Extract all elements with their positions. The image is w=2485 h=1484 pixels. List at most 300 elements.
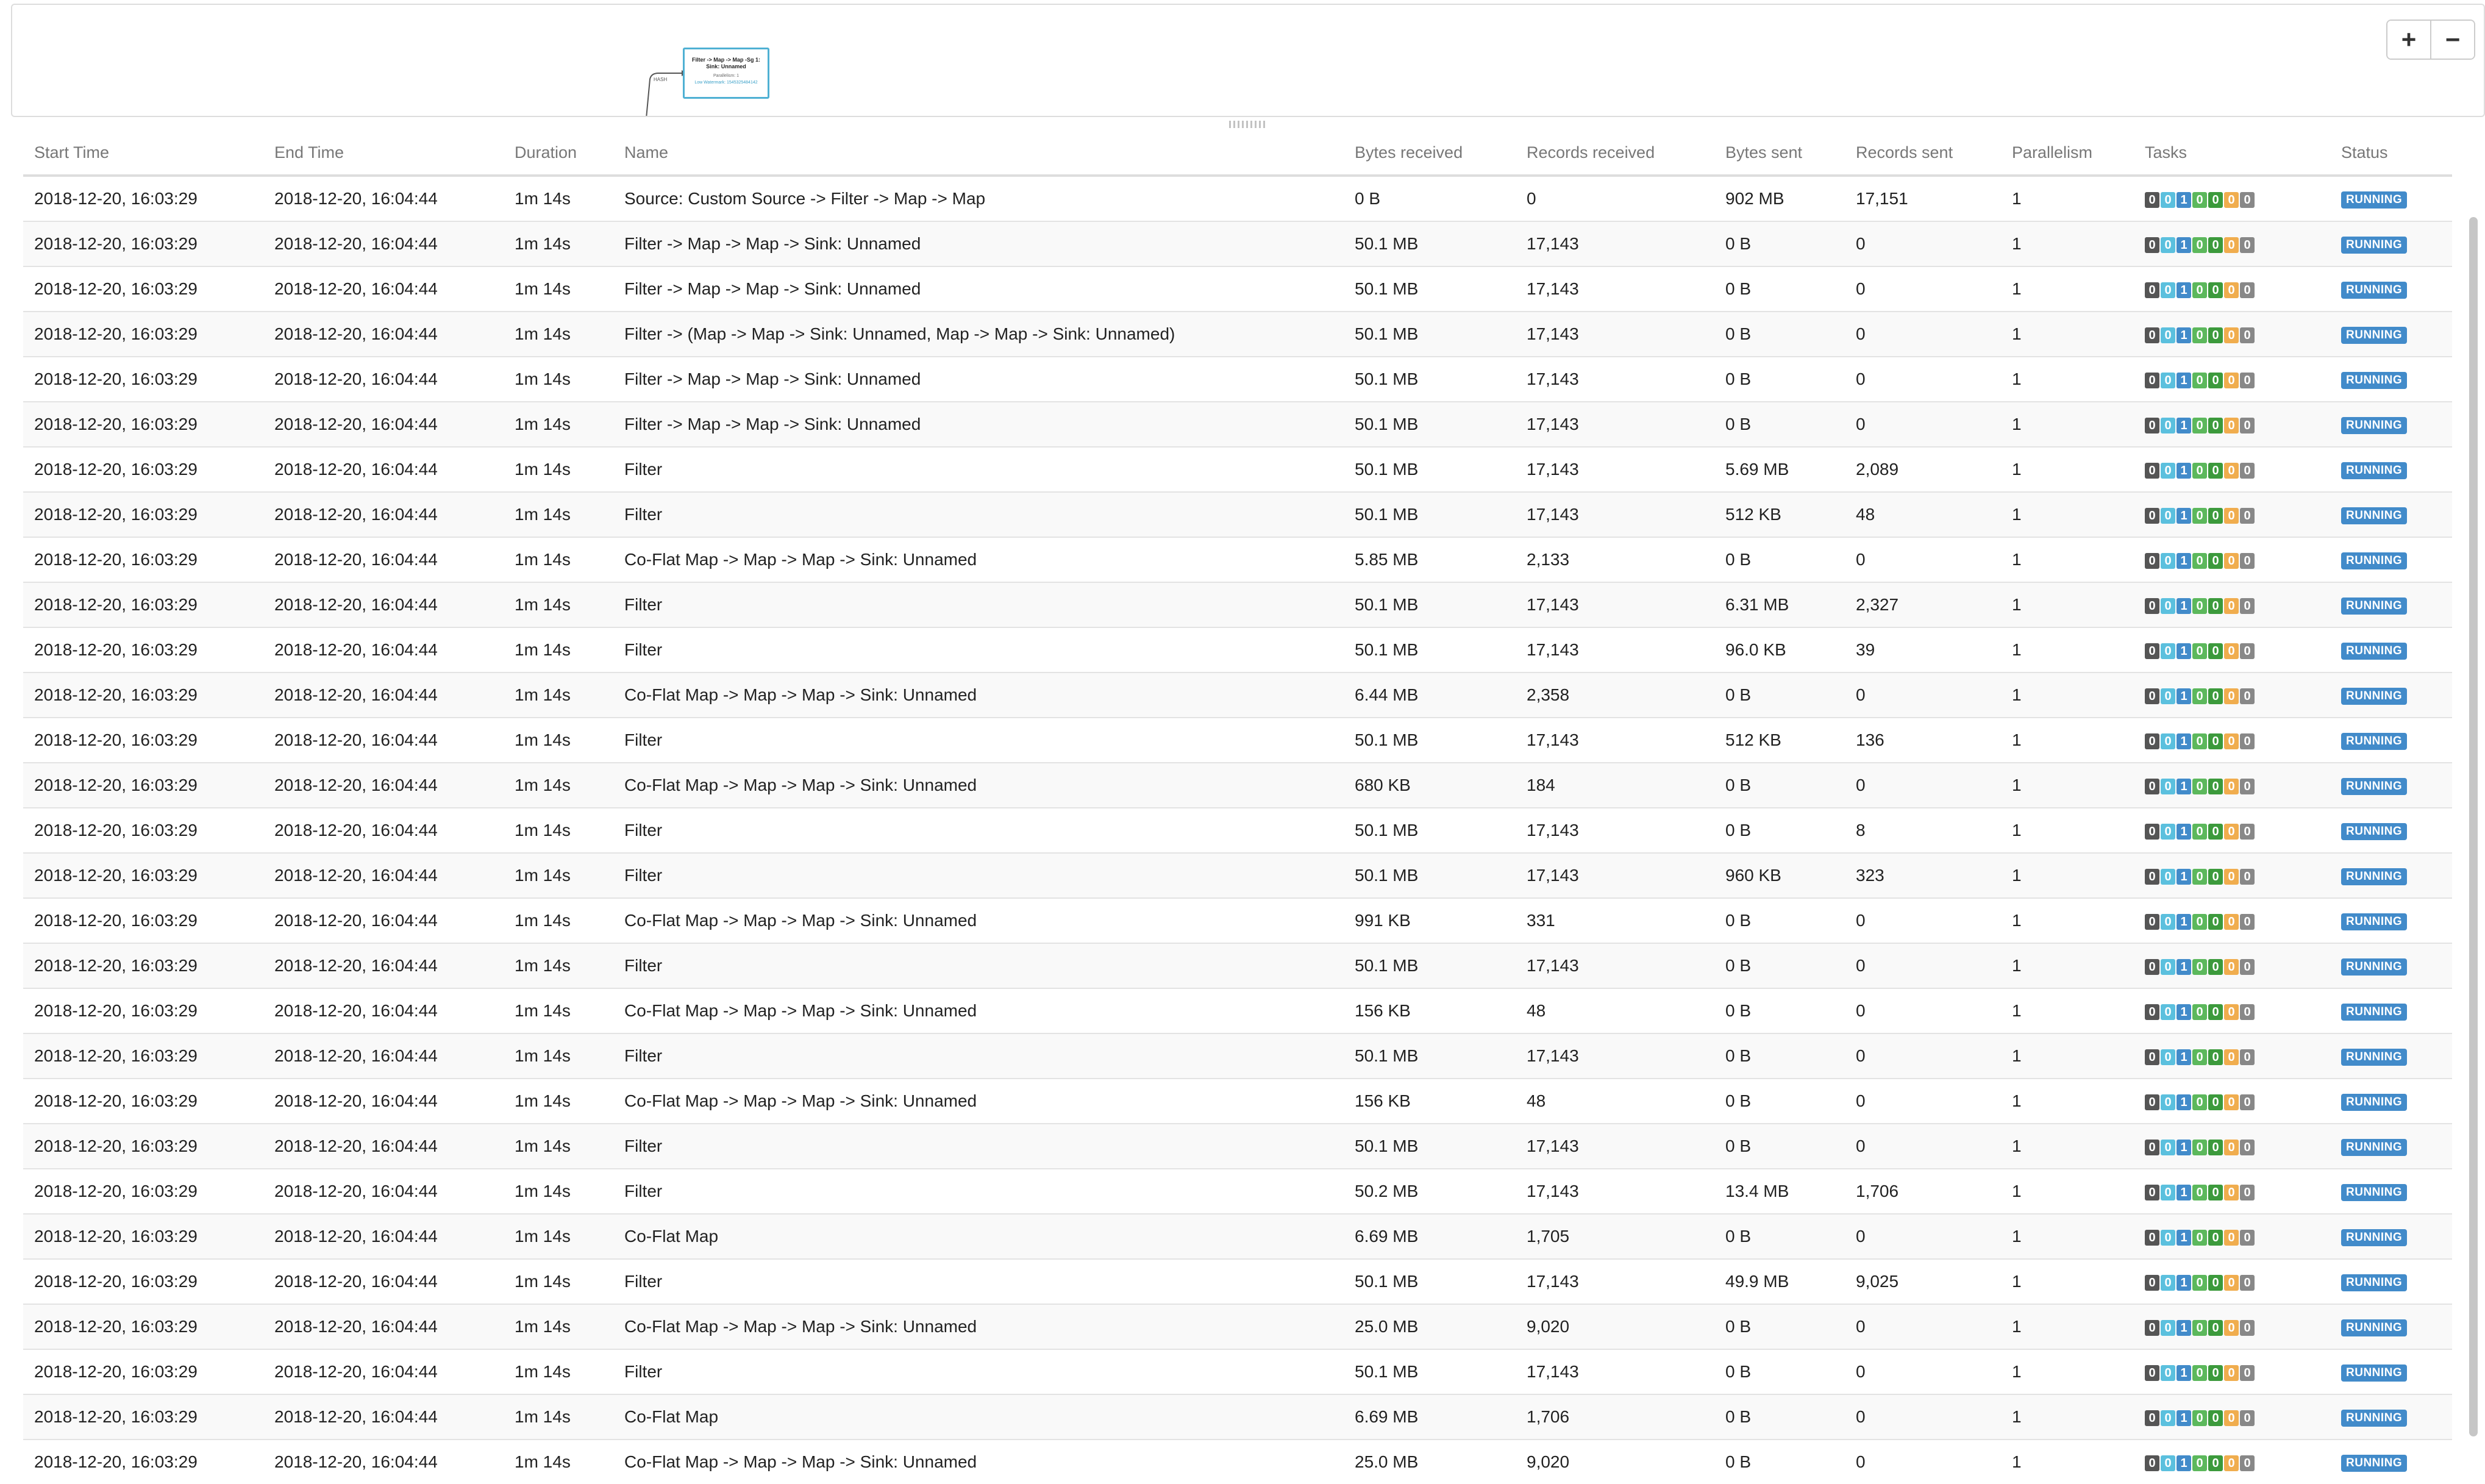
task-count-badge: 0 [2240, 1275, 2255, 1291]
vertex-name-cell: Filter [613, 1259, 1344, 1304]
records-sent-cell: 2,089 [1845, 447, 2001, 492]
tasks-cell [2134, 1124, 2330, 1169]
bytes-sent-cell: 0 B [1714, 943, 1845, 988]
bytes-sent-cell: 0 B [1714, 1079, 1845, 1124]
task-count-badge: 0 [2240, 779, 2255, 794]
duration-cell: 1m 14s [504, 492, 613, 537]
status-badge: RUNNING [2341, 462, 2407, 479]
task-count-badge: 0 [2192, 1004, 2207, 1020]
column-header-name[interactable]: Name [613, 130, 1344, 176]
parallelism-cell: 1 [2001, 1304, 2134, 1349]
bytes-sent-cell: 0 B [1714, 266, 1845, 312]
records-received-cell: 17,143 [1516, 582, 1714, 627]
table-row[interactable] [23, 672, 2452, 718]
table-row[interactable] [23, 898, 2452, 943]
start-time-cell: 2018-12-20, 16:03:29 [23, 312, 263, 357]
vertex-name-cell: Filter -> (Map -> Map -> Sink: Unnamed, Map -> Map -> Sink: Unnamed) [613, 312, 1344, 357]
end-time-cell: 2018-12-20, 16:04:44 [263, 898, 504, 943]
task-status-counts [2145, 1365, 2255, 1381]
vertex-name-cell: Co-Flat Map -> Map -> Map -> Sink: Unnamed [613, 1304, 1344, 1349]
start-time-cell: 2018-12-20, 16:03:29 [23, 1169, 263, 1214]
column-header-parallelism[interactable]: Parallelism [2001, 130, 2134, 176]
task-count-badge: 0 [2145, 1004, 2159, 1020]
column-header-tasks[interactable]: Tasks [2134, 130, 2330, 176]
bytes-sent-cell: 512 KB [1714, 718, 1845, 763]
tasks-cell [2134, 312, 2330, 357]
task-count-badge: 0 [2192, 327, 2207, 343]
task-count-badge: 0 [2192, 1049, 2207, 1065]
task-status-counts [2145, 733, 2255, 749]
status-badge: RUNNING [2341, 868, 2407, 885]
task-count-badge: 0 [2161, 192, 2175, 208]
status-badge: RUNNING [2341, 1410, 2407, 1427]
bytes-received-cell: 50.1 MB [1344, 808, 1516, 853]
task-count-badge: 0 [2224, 237, 2239, 253]
task-count-badge: 0 [2240, 1004, 2255, 1020]
vertex-name-cell: Filter [613, 853, 1344, 898]
task-status-counts [2145, 1455, 2255, 1471]
task-count-badge: 0 [2208, 1230, 2223, 1246]
task-status-counts [2145, 869, 2255, 885]
records-sent-cell: 0 [1845, 1304, 2001, 1349]
parallelism-cell: 1 [2001, 1259, 2134, 1304]
task-count-badge: 0 [2208, 1140, 2223, 1155]
parallelism-cell: 1 [2001, 898, 2134, 943]
duration-cell: 1m 14s [504, 582, 613, 627]
records-received-cell: 17,143 [1516, 1259, 1714, 1304]
column-header-records-sent[interactable]: Records sent [1845, 130, 2001, 176]
status-badge: RUNNING [2341, 1094, 2407, 1111]
duration-cell: 1m 14s [504, 1214, 613, 1259]
status-cell [2330, 402, 2452, 447]
end-time-cell: 2018-12-20, 16:04:44 [263, 763, 504, 808]
duration-cell: 1m 14s [504, 718, 613, 763]
task-count-badge: 1 [2177, 1004, 2191, 1020]
end-time-cell: 2018-12-20, 16:04:44 [263, 1124, 504, 1169]
task-count-badge: 0 [2192, 1275, 2207, 1291]
end-time-cell: 2018-12-20, 16:04:44 [263, 176, 504, 221]
table-row[interactable] [23, 1439, 2452, 1484]
end-time-cell: 2018-12-20, 16:04:44 [263, 447, 504, 492]
task-count-badge: 0 [2145, 327, 2159, 343]
task-status-counts [2145, 463, 2255, 479]
column-header-bytes-sent[interactable]: Bytes sent [1714, 130, 1845, 176]
task-count-badge: 0 [2208, 1004, 2223, 1020]
duration-cell: 1m 14s [504, 808, 613, 853]
task-count-badge: 0 [2161, 914, 2175, 930]
table-row[interactable] [23, 1259, 2452, 1304]
task-count-badge: 0 [2208, 1185, 2223, 1200]
task-count-badge: 0 [2145, 463, 2159, 479]
task-count-badge: 0 [2145, 598, 2159, 614]
records-received-cell: 9,020 [1516, 1439, 1714, 1484]
bytes-sent-cell: 0 B [1714, 312, 1845, 357]
bytes-sent-cell: 0 B [1714, 1304, 1845, 1349]
vertical-scrollbar[interactable] [2469, 217, 2478, 1436]
table-row[interactable] [23, 853, 2452, 898]
parallelism-cell: 1 [2001, 1349, 2134, 1394]
tasks-cell [2134, 447, 2330, 492]
pane-resize-handle[interactable] [1229, 121, 1266, 128]
status-badge: RUNNING [2341, 507, 2407, 524]
start-time-cell: 2018-12-20, 16:03:29 [23, 447, 263, 492]
parallelism-cell: 1 [2001, 266, 2134, 312]
task-count-badge: 0 [2208, 327, 2223, 343]
vertex-name-cell: Filter [613, 808, 1344, 853]
table-row[interactable] [23, 221, 2452, 266]
task-count-badge: 0 [2192, 418, 2207, 433]
status-badge: RUNNING [2341, 327, 2407, 344]
task-status-counts [2145, 824, 2255, 840]
task-count-badge: 0 [2240, 1455, 2255, 1471]
task-count-badge: 0 [2208, 373, 2223, 388]
start-time-cell: 2018-12-20, 16:03:29 [23, 898, 263, 943]
table-row[interactable] [23, 808, 2452, 853]
table-row[interactable] [23, 357, 2452, 402]
table-row[interactable] [23, 1033, 2452, 1079]
tasks-cell [2134, 537, 2330, 582]
task-count-badge: 0 [2240, 553, 2255, 569]
start-time-cell: 2018-12-20, 16:03:29 [23, 1439, 263, 1484]
task-count-badge: 0 [2192, 959, 2207, 975]
task-count-badge: 0 [2161, 959, 2175, 975]
duration-cell: 1m 14s [504, 672, 613, 718]
status-cell [2330, 1079, 2452, 1124]
task-count-badge: 0 [2224, 598, 2239, 614]
bytes-received-cell: 50.1 MB [1344, 492, 1516, 537]
task-count-badge: 0 [2208, 463, 2223, 479]
status-badge: RUNNING [2341, 1364, 2407, 1382]
task-count-badge: 0 [2240, 1140, 2255, 1155]
tasks-cell [2134, 672, 2330, 718]
task-count-badge: 0 [2161, 824, 2175, 840]
task-count-badge: 0 [2161, 1365, 2175, 1381]
vertex-name-cell: Filter [613, 1349, 1344, 1394]
task-count-badge: 0 [2161, 1094, 2175, 1110]
tasks-cell [2134, 1033, 2330, 1079]
status-cell [2330, 266, 2452, 312]
tasks-cell [2134, 988, 2330, 1033]
vertex-name-cell: Filter [613, 943, 1344, 988]
end-time-cell: 2018-12-20, 16:04:44 [263, 402, 504, 447]
duration-cell: 1m 14s [504, 988, 613, 1033]
table-row[interactable] [23, 718, 2452, 763]
records-received-cell: 48 [1516, 1079, 1714, 1124]
task-count-badge: 0 [2145, 779, 2159, 794]
parallelism-cell: 1 [2001, 1439, 2134, 1484]
records-sent-cell: 0 [1845, 1124, 2001, 1169]
task-count-badge: 0 [2208, 1320, 2223, 1336]
duration-cell: 1m 14s [504, 357, 613, 402]
tasks-cell [2134, 582, 2330, 627]
records-received-cell: 1,705 [1516, 1214, 1714, 1259]
task-count-badge: 1 [2177, 282, 2191, 298]
start-time-cell: 2018-12-20, 16:03:29 [23, 357, 263, 402]
task-count-badge: 1 [2177, 914, 2191, 930]
tasks-cell [2134, 1214, 2330, 1259]
task-status-counts [2145, 1004, 2255, 1020]
records-sent-cell: 0 [1845, 1439, 2001, 1484]
records-sent-cell: 0 [1845, 1349, 2001, 1394]
task-count-badge: 0 [2240, 914, 2255, 930]
end-time-cell: 2018-12-20, 16:04:44 [263, 266, 504, 312]
table-row[interactable] [23, 582, 2452, 627]
table-row[interactable] [23, 1214, 2452, 1259]
task-count-badge: 0 [2240, 1230, 2255, 1246]
task-status-counts [2145, 192, 2255, 208]
task-status-counts [2145, 1230, 2255, 1246]
status-cell [2330, 808, 2452, 853]
task-count-badge: 0 [2240, 598, 2255, 614]
vertex-name-cell: Co-Flat Map [613, 1214, 1344, 1259]
status-cell [2330, 763, 2452, 808]
column-header-end-time[interactable]: End Time [263, 130, 504, 176]
records-sent-cell: 0 [1845, 1079, 2001, 1124]
bytes-received-cell: 50.1 MB [1344, 1124, 1516, 1169]
task-status-counts [2145, 237, 2255, 253]
task-count-badge: 1 [2177, 327, 2191, 343]
task-count-badge: 0 [2208, 553, 2223, 569]
records-sent-cell: 17,151 [1845, 176, 2001, 221]
bytes-received-cell: 50.1 MB [1344, 943, 1516, 988]
table-row[interactable] [23, 943, 2452, 988]
parallelism-cell: 1 [2001, 357, 2134, 402]
records-received-cell: 17,143 [1516, 492, 1714, 537]
end-time-cell: 2018-12-20, 16:04:44 [263, 582, 504, 627]
end-time-cell: 2018-12-20, 16:04:44 [263, 808, 504, 853]
bytes-received-cell: 6.69 MB [1344, 1214, 1516, 1259]
task-count-badge: 0 [2208, 733, 2223, 749]
task-count-badge: 0 [2224, 1230, 2239, 1246]
task-count-badge: 0 [2145, 192, 2159, 208]
task-count-badge: 0 [2192, 869, 2207, 885]
task-count-badge: 0 [2192, 192, 2207, 208]
table-row[interactable] [23, 176, 2452, 221]
bytes-received-cell: 50.1 MB [1344, 1349, 1516, 1394]
task-count-badge: 1 [2177, 508, 2191, 524]
task-count-badge: 0 [2224, 463, 2239, 479]
table-row[interactable] [23, 402, 2452, 447]
tasks-cell [2134, 176, 2330, 221]
parallelism-cell: 1 [2001, 1169, 2134, 1214]
table-row[interactable] [23, 266, 2452, 312]
status-badge: RUNNING [2341, 282, 2407, 299]
task-count-badge: 0 [2240, 643, 2255, 659]
status-cell [2330, 718, 2452, 763]
task-count-badge: 0 [2161, 1275, 2175, 1291]
zoom-in-button[interactable]: + [2387, 21, 2430, 59]
tasks-cell [2134, 357, 2330, 402]
duration-cell: 1m 14s [504, 1033, 613, 1079]
task-count-badge: 0 [2192, 1230, 2207, 1246]
start-time-cell: 2018-12-20, 16:03:29 [23, 763, 263, 808]
parallelism-cell: 1 [2001, 718, 2134, 763]
end-time-cell: 2018-12-20, 16:04:44 [263, 1439, 504, 1484]
bytes-sent-cell: 0 B [1714, 898, 1845, 943]
task-count-badge: 0 [2224, 192, 2239, 208]
start-time-cell: 2018-12-20, 16:03:29 [23, 221, 263, 266]
task-count-badge: 1 [2177, 688, 2191, 704]
task-count-badge: 0 [2208, 643, 2223, 659]
task-count-badge: 0 [2192, 1094, 2207, 1110]
start-time-cell: 2018-12-20, 16:03:29 [23, 1214, 263, 1259]
status-cell [2330, 1169, 2452, 1214]
vertex-name-cell: Co-Flat Map -> Map -> Map -> Sink: Unnamed [613, 898, 1344, 943]
table-row[interactable] [23, 763, 2452, 808]
records-sent-cell: 0 [1845, 1033, 2001, 1079]
end-time-cell: 2018-12-20, 16:04:44 [263, 1079, 504, 1124]
bytes-received-cell: 50.1 MB [1344, 1259, 1516, 1304]
records-sent-cell: 8 [1845, 808, 2001, 853]
task-count-badge: 0 [2161, 869, 2175, 885]
bytes-sent-cell: 0 B [1714, 402, 1845, 447]
task-count-badge: 0 [2208, 508, 2223, 524]
table-row[interactable] [23, 1394, 2452, 1439]
task-count-badge: 0 [2208, 1275, 2223, 1291]
task-count-badge: 0 [2224, 1455, 2239, 1471]
table-row[interactable] [23, 988, 2452, 1033]
table-row[interactable] [23, 1169, 2452, 1214]
start-time-cell: 2018-12-20, 16:03:29 [23, 1349, 263, 1394]
start-time-cell: 2018-12-20, 16:03:29 [23, 1259, 263, 1304]
task-count-badge: 0 [2161, 733, 2175, 749]
task-status-counts [2145, 1094, 2255, 1110]
task-count-badge: 0 [2224, 733, 2239, 749]
task-count-badge: 0 [2161, 1004, 2175, 1020]
tasks-cell [2134, 1439, 2330, 1484]
bytes-sent-cell: 0 B [1714, 1394, 1845, 1439]
bytes-sent-cell: 0 B [1714, 1349, 1845, 1394]
status-cell [2330, 1033, 2452, 1079]
task-count-badge: 0 [2208, 688, 2223, 704]
task-count-badge: 0 [2145, 1275, 2159, 1291]
task-count-badge: 1 [2177, 779, 2191, 794]
vertices-table-container [23, 130, 2452, 1484]
records-received-cell: 17,143 [1516, 718, 1714, 763]
bytes-received-cell: 50.1 MB [1344, 447, 1516, 492]
task-count-badge: 0 [2161, 373, 2175, 388]
bytes-received-cell: 50.1 MB [1344, 312, 1516, 357]
bytes-received-cell: 25.0 MB [1344, 1304, 1516, 1349]
table-row[interactable] [23, 1124, 2452, 1169]
bytes-received-cell: 50.1 MB [1344, 266, 1516, 312]
table-row[interactable] [23, 1349, 2452, 1394]
end-time-cell: 2018-12-20, 16:04:44 [263, 312, 504, 357]
parallelism-cell: 1 [2001, 176, 2134, 221]
task-count-badge: 0 [2208, 237, 2223, 253]
table-row[interactable] [23, 1079, 2452, 1124]
bytes-sent-cell: 0 B [1714, 537, 1845, 582]
task-count-badge: 0 [2192, 1320, 2207, 1336]
task-count-badge: 0 [2208, 418, 2223, 433]
end-time-cell: 2018-12-20, 16:04:44 [263, 627, 504, 672]
records-sent-cell: 0 [1845, 402, 2001, 447]
task-count-badge: 0 [2192, 733, 2207, 749]
end-time-cell: 2018-12-20, 16:04:44 [263, 853, 504, 898]
status-badge: RUNNING [2341, 237, 2407, 254]
table-row[interactable] [23, 312, 2452, 357]
task-count-badge: 0 [2161, 598, 2175, 614]
task-count-badge: 0 [2192, 1185, 2207, 1200]
parallelism-cell: 1 [2001, 808, 2134, 853]
task-count-badge: 0 [2145, 914, 2159, 930]
duration-cell: 1m 14s [504, 1124, 613, 1169]
column-header-records-received[interactable]: Records received [1516, 130, 1714, 176]
table-row[interactable] [23, 447, 2452, 492]
task-count-badge: 0 [2224, 1049, 2239, 1065]
duration-cell: 1m 14s [504, 627, 613, 672]
start-time-cell: 2018-12-20, 16:03:29 [23, 718, 263, 763]
task-count-badge: 0 [2161, 1455, 2175, 1471]
records-sent-cell: 48 [1845, 492, 2001, 537]
vertex-name-cell: Co-Flat Map [613, 1394, 1344, 1439]
table-row[interactable] [23, 627, 2452, 672]
start-time-cell: 2018-12-20, 16:03:29 [23, 1304, 263, 1349]
bytes-sent-cell: 49.9 MB [1714, 1259, 1845, 1304]
end-time-cell: 2018-12-20, 16:04:44 [263, 537, 504, 582]
records-received-cell: 9,020 [1516, 1304, 1714, 1349]
task-count-badge: 0 [2208, 869, 2223, 885]
task-status-counts [2145, 779, 2255, 794]
column-header-duration[interactable]: Duration [504, 130, 613, 176]
bytes-received-cell: 680 KB [1344, 763, 1516, 808]
column-header-start-time[interactable]: Start Time [23, 130, 263, 176]
column-header-status[interactable]: Status [2330, 130, 2452, 176]
task-count-badge: 0 [2161, 282, 2175, 298]
status-cell [2330, 988, 2452, 1033]
graph-node[interactable] [683, 48, 769, 99]
task-count-badge: 0 [2161, 418, 2175, 433]
table-row[interactable] [23, 537, 2452, 582]
parallelism-cell: 1 [2001, 943, 2134, 988]
vertex-name-cell: Filter [613, 492, 1344, 537]
task-count-badge: 0 [2240, 1185, 2255, 1200]
start-time-cell: 2018-12-20, 16:03:29 [23, 492, 263, 537]
table-row[interactable] [23, 1304, 2452, 1349]
status-badge: RUNNING [2341, 1184, 2407, 1201]
job-graph-pane[interactable] [11, 4, 2485, 117]
bytes-received-cell: 50.1 MB [1344, 402, 1516, 447]
records-received-cell: 0 [1516, 176, 1714, 221]
duration-cell: 1m 14s [504, 266, 613, 312]
zoom-out-button[interactable]: − [2430, 21, 2474, 59]
vertex-name-cell: Filter -> Map -> Map -> Sink: Unnamed [613, 266, 1344, 312]
table-row[interactable] [23, 492, 2452, 537]
records-sent-cell: 0 [1845, 312, 2001, 357]
task-count-badge: 0 [2208, 914, 2223, 930]
bytes-received-cell: 50.1 MB [1344, 718, 1516, 763]
task-count-badge: 0 [2224, 959, 2239, 975]
parallelism-cell: 1 [2001, 492, 2134, 537]
records-received-cell: 17,143 [1516, 808, 1714, 853]
bytes-received-cell: 991 KB [1344, 898, 1516, 943]
task-count-badge: 0 [2208, 959, 2223, 975]
column-header-bytes-received[interactable]: Bytes received [1344, 130, 1516, 176]
task-count-badge: 0 [2192, 824, 2207, 840]
parallelism-cell: 1 [2001, 1394, 2134, 1439]
duration-cell: 1m 14s [504, 312, 613, 357]
records-sent-cell: 2,327 [1845, 582, 2001, 627]
task-count-badge: 0 [2192, 1410, 2207, 1426]
end-time-cell: 2018-12-20, 16:04:44 [263, 1169, 504, 1214]
task-count-badge: 0 [2240, 1365, 2255, 1381]
task-count-badge: 0 [2192, 643, 2207, 659]
status-cell [2330, 1214, 2452, 1259]
tasks-cell [2134, 1349, 2330, 1394]
task-status-counts [2145, 1049, 2255, 1065]
parallelism-cell: 1 [2001, 988, 2134, 1033]
vertex-name-cell: Co-Flat Map -> Map -> Map -> Sink: Unnamed [613, 1079, 1344, 1124]
